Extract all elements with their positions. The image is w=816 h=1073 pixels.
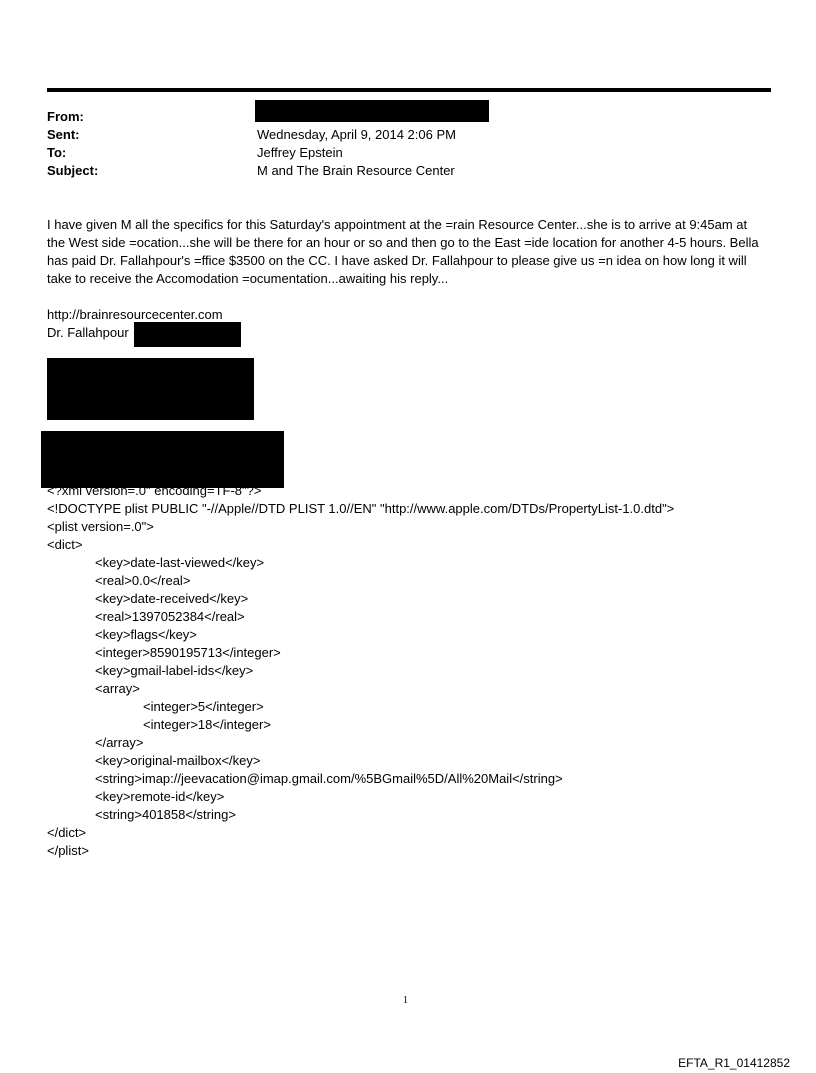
xml-line: </dict> [47,825,87,840]
xml-line: <key>original-mailbox</key> [95,753,261,768]
xml-line: <real>1397052384</real> [95,609,245,624]
redaction-from [255,100,489,122]
plist-xml-block [47,482,767,860]
brain-resource-link[interactable]: http://brainresourcecenter.com [47,307,223,322]
xml-line: <array> [95,681,140,696]
subject-row [47,162,767,180]
to-row [47,144,767,162]
sent-value: Wednesday, April 9, 2014 2:06 PM [257,127,456,142]
top-rule [47,88,771,92]
xml-line: <?xml version=.0" encoding=TF-8"?> [47,483,262,498]
xml-line: <key>date-last-viewed</key> [95,555,265,570]
xml-line: <key>gmail-label-ids</key> [95,663,254,678]
doctor-label: Dr. Fallahpour [47,325,129,340]
xml-line: </plist> [47,843,89,858]
xml-line: <integer>18</integer> [143,717,271,732]
xml-line: <string>imap://jeevacation@imap.gmail.com/%5BGmail%5D/All%20Mail</string> [95,771,563,786]
subject-label: Subject: [47,163,99,178]
sent-label: Sent: [47,127,80,142]
xml-line: <string>401858</string> [95,807,236,822]
redaction-block-2 [41,431,284,488]
document-id: EFTA_R1_01412852 [678,1056,790,1070]
xml-line: <real>0.0</real> [95,573,191,588]
page-number: 1 [403,995,408,1006]
xml-line: </array> [95,735,144,750]
xml-line: <integer>8590195713</integer> [95,645,281,660]
xml-line: <key>flags</key> [95,627,197,642]
xml-line: <plist version=.0"> [47,519,154,534]
xml-line: <key>date-received</key> [95,591,249,606]
subject-value: M and The Brain Resource Center [257,163,455,178]
redaction-doctor-contact [134,322,241,347]
xml-line: <integer>5</integer> [143,699,264,714]
to-value: Jeffrey Epstein [257,145,343,160]
xml-line: <!DOCTYPE plist PUBLIC "-//Apple//DTD PLIST 1.0//EN" "http://www.apple.com/DTDs/PropertyList-1.0.dtd"> [47,501,675,516]
xml-line: <key>remote-id</key> [95,789,225,804]
xml-line: <dict> [47,537,83,552]
redaction-block-1 [47,358,254,420]
to-label: To: [47,145,67,160]
from-label: From: [47,109,84,124]
sent-row [47,126,767,144]
email-body-paragraph: I have given M all the specifics for this Saturday's appointment at the =rain Resource Center...she is to arrive at 9:45am at the West side =ocation...she will be there for an hour or so and then go to the East =ide location for another 4-5 hours. Bella has paid Dr. Fallahpour's =ffice $3500 on the CC. I have asked Dr. Fallahpour to please give us =n idea on how long it will take to receive the Accomodation =ocumentation...awaiting his reply... [47,217,759,286]
